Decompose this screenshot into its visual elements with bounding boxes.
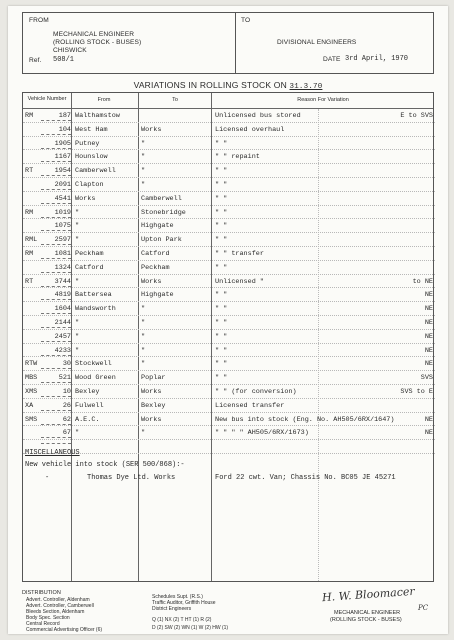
to-cell: Poplar: [141, 374, 166, 383]
reason-cell: " ": [215, 194, 228, 203]
vehicle-number: 4233: [41, 347, 71, 356]
reason-cell: " " " " AH505/6RX/1673): [215, 429, 309, 438]
vehicle-number: [41, 443, 71, 444]
table-row: [23, 192, 435, 206]
header-box: [22, 12, 434, 74]
table-row: [23, 371, 435, 385]
from-cell: Camberwell: [75, 167, 116, 176]
to-cell: Bexley: [141, 401, 166, 410]
dist-col2-3: District Engineers: [152, 606, 192, 612]
from-cell: ": [75, 319, 80, 327]
from-cell: Stockwell: [75, 360, 112, 369]
to-cell: Highgate: [141, 222, 174, 231]
vehicle-number: 1019: [41, 209, 71, 218]
from-cell: ": [75, 236, 80, 245]
header-divider: [235, 13, 236, 73]
vehicle-number: 2091: [41, 181, 71, 190]
to-label: TO: [241, 17, 251, 24]
from-cell: Putney: [75, 139, 100, 148]
route-change-cell: NE: [424, 346, 433, 355]
to-cell: ": [141, 360, 146, 369]
vehicle-number: 10: [41, 388, 71, 397]
route-change-cell: to NE: [412, 277, 433, 286]
from-line-2: (ROLLING STOCK - BUSES): [53, 39, 142, 46]
dist-col1-5: Central Record: [26, 621, 60, 627]
from-cell: West Ham: [75, 125, 108, 134]
vehicle-prefix: RM: [25, 112, 34, 120]
ref-value: 508/1: [53, 56, 75, 64]
to-cell: ": [141, 305, 146, 314]
vehicle-number: 30: [41, 360, 71, 369]
vehicle-prefix: RT: [25, 167, 34, 176]
from-cell: Works: [75, 194, 96, 203]
table-row: [23, 219, 435, 233]
to-cell: ": [141, 429, 146, 438]
from-cell: Walthamstow: [75, 112, 120, 120]
dist-col1-6: Commercial Advertising Officer (6): [26, 627, 103, 633]
misc-dash: -: [45, 474, 50, 482]
signature: H. W. Bloomacer: [321, 584, 416, 605]
reason-cell: Licensed overhaul: [215, 125, 285, 134]
vehicle-number: 104: [41, 126, 71, 135]
document-sheet: [8, 6, 448, 634]
table-row: [23, 123, 435, 137]
from-cell: ": [75, 346, 80, 355]
vehicle-prefix: RTW: [25, 360, 38, 369]
dist-col1-2: Advert. Controller, Camberwell: [26, 603, 94, 609]
misc-heading: MISCELLANEOUS: [25, 449, 80, 457]
route-change-cell: NE: [424, 360, 433, 369]
dist-col2-2: Traffic Auditor, Griffith House: [152, 600, 216, 606]
route-change-cell: NE: [424, 332, 433, 341]
to-cell: Camberwell: [141, 194, 182, 203]
to-cell: Works: [141, 277, 162, 286]
reason-cell: " ": [215, 236, 228, 245]
reason-cell: " ": [215, 305, 228, 314]
reason-cell: " " repaint: [215, 153, 260, 162]
reason-cell: Unlicensed bus stored: [215, 112, 301, 120]
signature-role-1: MECHANICAL ENGINEER: [334, 610, 401, 616]
reason-cell: " ": [215, 346, 228, 355]
reason-cell: Licensed transfer: [215, 401, 285, 410]
to-cell: ": [141, 181, 146, 189]
table-row: [23, 164, 435, 178]
to-cell: ": [141, 139, 146, 148]
to-cell: Works: [141, 388, 162, 396]
vehicle-number: 1167: [41, 153, 71, 162]
reason-cell: " ": [215, 222, 228, 231]
to-cell: Stonebridge: [141, 208, 186, 217]
dist-codes-1: Q (1) NX (2) T HT (1) R (2): [152, 617, 212, 623]
misc-line-2-reason: Ford 22 cwt. Van; Chassis No. BC05 JE 45271: [215, 474, 396, 482]
reason-cell: " ": [215, 332, 228, 341]
col-header-to: To: [172, 97, 178, 103]
vehicle-prefix: XMS: [25, 388, 38, 396]
table-row: [23, 316, 435, 330]
table-row: [23, 275, 435, 289]
to-cell: Catford: [141, 250, 170, 258]
signature-initials: PC: [418, 604, 429, 612]
distribution-heading: DISTRIBUTION: [22, 590, 61, 596]
from-line-3: CHISWICK: [53, 47, 87, 54]
col-header-reason: Reason For Variation: [297, 97, 349, 103]
to-cell: ": [141, 346, 146, 355]
vehicle-number: 1604: [41, 305, 71, 314]
route-change-cell: NE: [424, 319, 433, 327]
date-label: DATE: [323, 56, 341, 63]
reason-cell: " ": [215, 374, 228, 383]
from-cell: Wandsworth: [75, 305, 116, 314]
dist-codes-2: D (2) SW (2) WN (1) W (2) HW (1): [152, 625, 229, 631]
page-title: [8, 80, 448, 91]
reason-cell: " ": [215, 167, 228, 176]
col-header-vehicle: Vehicle Number: [27, 96, 67, 102]
to-cell: Peckham: [141, 263, 170, 272]
table-row: [23, 261, 435, 275]
table-row: [23, 302, 435, 316]
table-row: [23, 247, 435, 261]
from-cell: ": [75, 332, 80, 341]
to-cell: ": [141, 167, 146, 176]
route-change-cell: NE: [424, 305, 433, 314]
vehicle-number: 187: [41, 112, 71, 121]
from-cell: Catford: [75, 263, 104, 272]
from-cell: Hounslow: [75, 153, 108, 162]
to-cell: ": [141, 319, 146, 327]
to-cell: Highgate: [141, 291, 174, 300]
title-text: VARIATIONS IN ROLLING STOCK ON: [133, 80, 287, 90]
vehicle-number: 1905: [41, 140, 71, 149]
vehicle-prefix: RT: [25, 277, 34, 286]
route-change-cell: NE: [424, 415, 433, 424]
reason-cell: New bus into stock (Eng. No. AH505/6RX/1647): [215, 415, 395, 424]
to-cell: Works: [141, 125, 162, 134]
table-row: [23, 150, 435, 164]
table-row: [23, 413, 435, 427]
table-row: [23, 426, 435, 440]
vehicle-number: 2144: [41, 319, 71, 328]
reason-cell: " ": [215, 263, 228, 272]
misc-line-2-from: Thomas Dye Ltd. Works: [87, 474, 176, 482]
from-cell: A.E.C.: [75, 415, 100, 424]
vehicle-number: 1324: [41, 264, 71, 273]
vehicle-number: 4819: [41, 291, 71, 300]
vehicle-number: 521: [41, 374, 71, 383]
from-cell: Fulwell: [75, 401, 104, 410]
distribution-footer: [22, 584, 434, 633]
from-cell: ": [75, 277, 80, 286]
from-cell: Bexley: [75, 388, 100, 396]
table-row: [23, 206, 435, 220]
to-cell: ": [141, 332, 146, 341]
vehicle-prefix: MBS: [25, 374, 38, 383]
variations-table: [22, 92, 434, 582]
table-row: [23, 399, 435, 413]
signature-role-2: (ROLLING STOCK - BUSES): [330, 617, 402, 623]
from-cell: Peckham: [75, 250, 104, 258]
vehicle-number: 2597: [41, 236, 71, 245]
col-header-from: From: [97, 97, 111, 103]
misc-line-1: New vehicle into stock (SER 500/868):-: [25, 461, 185, 469]
vehicle-number: 4541: [41, 195, 71, 204]
from-cell: ": [75, 429, 80, 438]
route-change-cell: NE: [424, 291, 433, 300]
reason-cell: " ": [215, 208, 228, 217]
table-row: [23, 178, 435, 192]
table-row: [23, 288, 435, 302]
reason-cell: " ": [215, 319, 228, 327]
table-row: [23, 233, 435, 247]
to-value: DIVISIONAL ENGINEERS: [277, 39, 357, 46]
table-row: [23, 137, 435, 151]
title-date: 31.3.70: [289, 83, 323, 91]
dist-col1-3: Bleeds Section, Aldenham: [26, 609, 85, 615]
vehicle-number: 67: [41, 429, 71, 438]
from-cell: ": [75, 208, 80, 217]
table-header: [23, 93, 433, 109]
from-cell: ": [75, 222, 80, 231]
to-cell: Upton Park: [141, 236, 182, 245]
route-change-cell: NE: [424, 429, 433, 438]
vehicle-number: 2457: [41, 333, 71, 342]
vehicle-number: 3744: [41, 278, 71, 287]
from-line-1: MECHANICAL ENGINEER: [53, 31, 135, 38]
from-cell: Wood Green: [75, 374, 116, 383]
vehicle-number: 1081: [41, 250, 71, 259]
route-change-cell: SVS: [420, 374, 433, 383]
vehicle-prefix: RM: [25, 208, 34, 217]
dist-col1-1: Advert. Controller, Aldenham: [26, 597, 90, 603]
table-row: [23, 385, 435, 399]
reason-cell: Unlicensed ": [215, 277, 264, 286]
reason-cell: " ": [215, 139, 228, 148]
table-row: [23, 330, 435, 344]
from-label: FROM: [29, 17, 49, 24]
reason-cell: " ": [215, 360, 228, 369]
date-value: 3rd April, 1970: [345, 55, 409, 63]
table-row: [23, 109, 435, 123]
reason-cell: " " transfer: [215, 250, 264, 258]
vehicle-prefix: RM: [25, 250, 34, 258]
table-row: [23, 344, 435, 358]
route-change-cell: E to SVS: [400, 112, 433, 120]
vehicle-number: 1075: [41, 222, 71, 231]
table-row: [23, 357, 435, 371]
vehicle-number: 62: [41, 416, 71, 425]
vehicle-prefix: SMS: [25, 415, 38, 424]
to-cell: Works: [141, 415, 162, 424]
from-cell: Clapton: [75, 181, 104, 189]
vehicle-prefix: RML: [25, 236, 38, 245]
dist-col1-4: Body Spec. Section: [26, 615, 70, 621]
from-cell: Battersea: [75, 291, 112, 300]
vehicle-number: 26: [41, 402, 71, 411]
table-row: [23, 440, 435, 454]
to-cell: ": [141, 153, 146, 162]
vehicle-number: 1954: [41, 167, 71, 176]
ref-label: Ref.: [29, 57, 42, 64]
reason-cell: " " (for conversion): [215, 388, 297, 396]
dist-col2-1: Schedules Supt. (R.S.): [152, 594, 203, 600]
route-change-cell: SVS to E: [400, 388, 433, 396]
reason-cell: " ": [215, 291, 228, 300]
vehicle-prefix: XA: [25, 401, 34, 410]
reason-cell: " ": [215, 181, 228, 189]
